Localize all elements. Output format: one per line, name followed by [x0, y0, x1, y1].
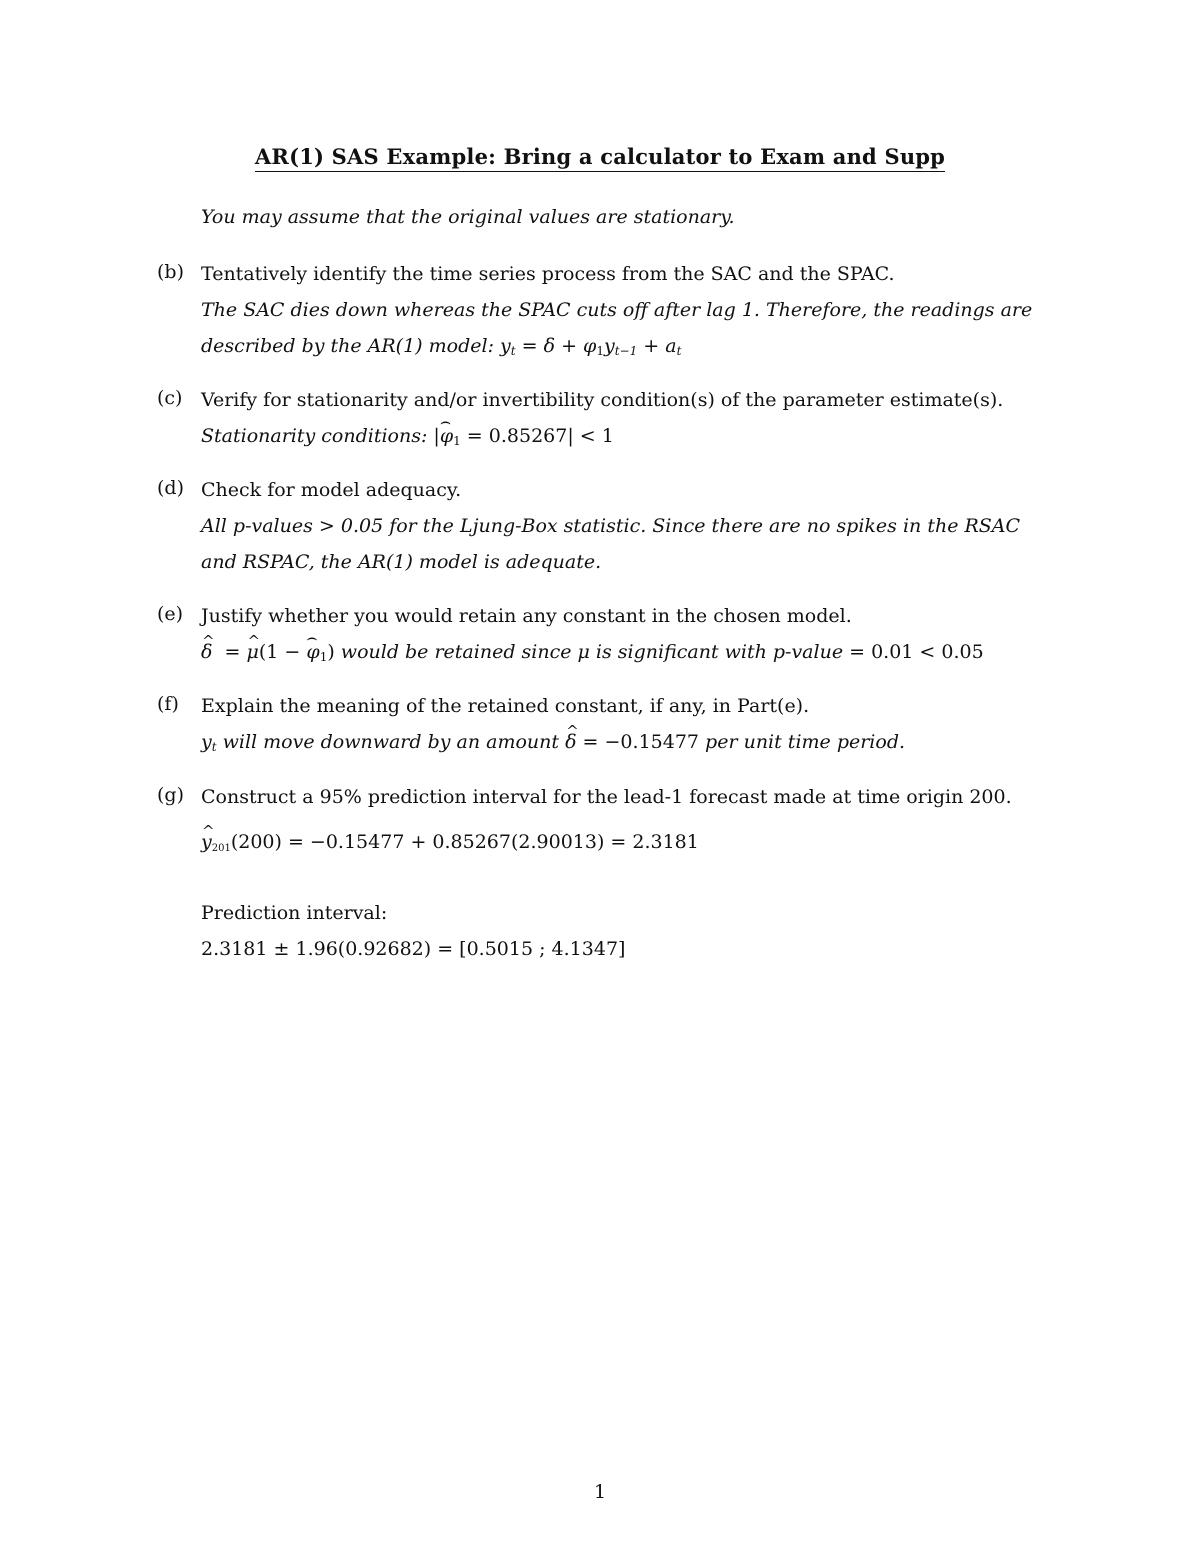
- item-label: (d): [157, 477, 184, 499]
- answer-b-line2: [201, 333, 1092, 369]
- item-label: (g): [157, 784, 184, 806]
- answer-f-value: = −0.15477: [576, 731, 700, 753]
- question-c: Verify for stationarity and/or invertibility condition(s) of the parameter estimate(s).: [201, 389, 1004, 411]
- answer-b-text: described by the AR(1) model:: [201, 335, 501, 357]
- item-label: (e): [157, 603, 184, 625]
- delta-hat-symbol: ^ δ: [565, 729, 576, 755]
- question-f: Explain the meaning of the retained constant, if any, in Part(e).: [201, 695, 810, 717]
- answer-d-line1: All p-values > 0.05 for the Ljung-Box statistic. Since there are no spikes in the RSAC: [201, 515, 1021, 537]
- answer-c: [201, 423, 1092, 459]
- answer-e-text: would be retained since μ is significant with p-value: [334, 641, 850, 663]
- forecast-rhs: (200) = −0.15477 + 0.85267(2.90013) = 2.3181: [230, 831, 699, 853]
- answer-e-value: = 0.01 < 0.05: [849, 641, 984, 663]
- answer-f-text1: will move downward by an amount: [216, 731, 566, 753]
- answer-d-line2: and RSPAC, the AR(1) model is adequate.: [201, 551, 602, 573]
- question-d: Check for model adequacy.: [201, 479, 462, 501]
- yhat-symbol: ^ $y_{201}$: [201, 831, 231, 853]
- answer-b-line1: The SAC dies down whereas the SPAC cuts off after lag 1. Therefore, the readings are: [201, 299, 1033, 321]
- prediction-interval-label: Prediction interval:: [201, 902, 388, 924]
- page-number: 1: [593, 1481, 607, 1503]
- ar1-equation: $y_t = \delta + \varphi_1y_{t-1} + a_t$: [500, 335, 682, 358]
- page-title: AR(1) SAS Example: Bring a calculator to Exam and Supp: [0, 144, 1200, 169]
- answer-f-text2: per unit time period.: [699, 731, 906, 753]
- answer-c-value: = 0.85267| < 1: [460, 425, 614, 447]
- answer-f: [201, 729, 1092, 765]
- prediction-interval-value: 2.3181 ± 1.96(0.92682) = [0.5015 ; 4.1347]: [201, 938, 626, 960]
- answer-e: [201, 639, 1092, 675]
- question-e: Justify whether you would retain any constant in the chosen model.: [201, 605, 852, 627]
- item-label: (c): [157, 387, 183, 409]
- forecast-equation: [201, 829, 699, 865]
- phi-hat-symbol: ⌢ $\varphi_1$: [440, 425, 461, 447]
- item-label: (f): [157, 693, 179, 715]
- question-b: Tentatively identify the time series process from the SAC and the SPAC.: [201, 263, 895, 285]
- delta-hat-formula: ^ δ = ^ μ(1 − ⌢ $\varphi_1$): [201, 641, 335, 663]
- question-g: Construct a 95% prediction interval for the lead-1 forecast made at time origin 200.: [201, 786, 1012, 808]
- intro-note: You may assume that the original values are stationary.: [201, 206, 735, 228]
- item-label: (b): [157, 261, 184, 283]
- yt-symbol: $y_t$: [201, 731, 217, 754]
- answer-c-text: Stationarity conditions:: [201, 425, 434, 447]
- phi-abs-open: |: [433, 425, 440, 447]
